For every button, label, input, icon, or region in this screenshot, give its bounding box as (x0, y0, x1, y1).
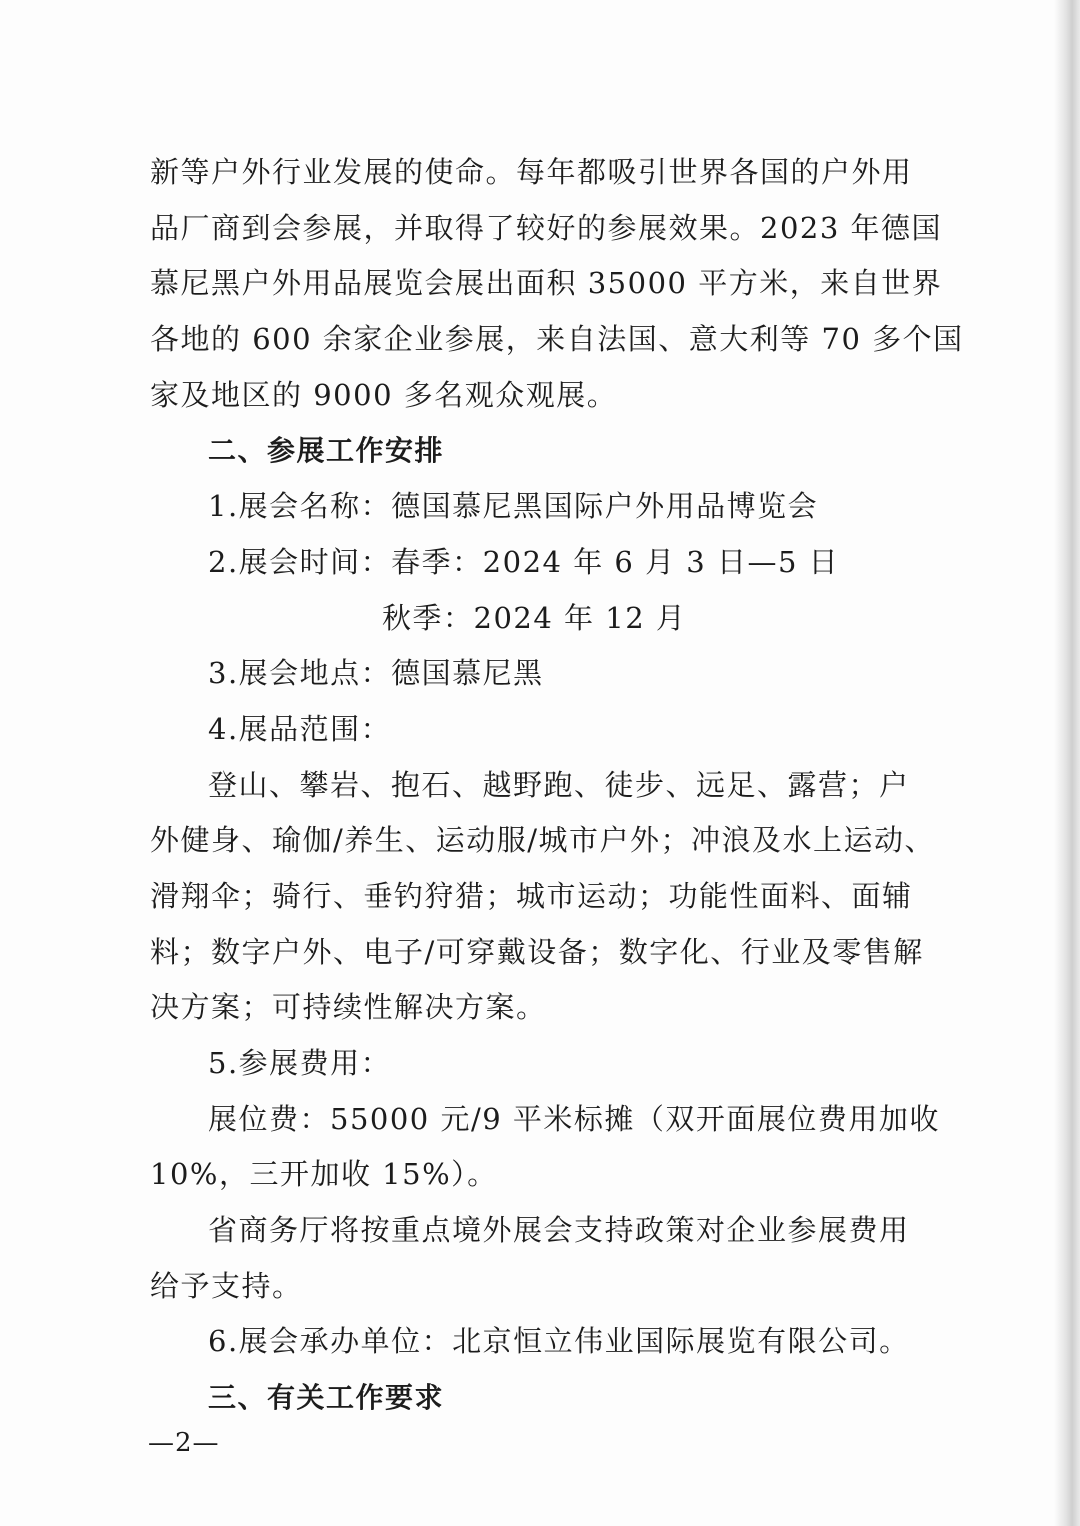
scope-line: 滑翔伞；骑行、垂钓狩猎；城市运动；功能性面料、面辅 (150, 878, 913, 913)
body-line: 家及地区的 9000 多名观众观展。 (150, 377, 618, 412)
support-line: 给予支持。 (150, 1268, 303, 1303)
body-line: 慕尼黑户外用品展览会展出面积 35000 平方米，来自世界 (150, 266, 943, 301)
item-exhibition-time: 2.展会时间：春季：2024 年 6 月 3 日—5 日 (208, 544, 840, 579)
document-body (150, 145, 964, 1426)
scope-line: 料；数字户外、电子/可穿戴设备；数字化、行业及零售解 (150, 934, 924, 969)
scope-line: 外健身、瑜伽/养生、运动服/城市户外；冲浪及水上运动、 (150, 823, 936, 858)
item-exhibition-time-autumn: 秋季：2024 年 12 月 (382, 600, 687, 635)
section-heading-3: 三、有关工作要求 (208, 1381, 445, 1415)
item-fee-heading: 5.参展费用： (208, 1046, 392, 1080)
item-organizer: 6.展会承办单位：北京恒立伟业国际展览有限公司。 (208, 1324, 910, 1359)
page-number: —2— (148, 1428, 220, 1458)
section-heading-2: 二、参展工作安排 (208, 434, 445, 468)
item-exhibit-scope-heading: 4.展品范围： (208, 711, 392, 746)
body-line: 新等户外行业发展的使命。每年都吸引世界各国的户外用 (150, 155, 913, 189)
body-line: 各地的 600 余家企业参展，来自法国、意大利等 70 多个国 (150, 322, 964, 357)
scan-edge-shadow (1054, 0, 1080, 1526)
support-line: 省商务厅将按重点境外展会支持政策对企业参展费用 (208, 1213, 910, 1248)
fee-line: 展位费：55000 元/9 平米标摊（双开面展位费用加收 (208, 1101, 940, 1136)
fee-line: 10%，三开加收 15%）。 (150, 1157, 498, 1192)
body-line: 品厂商到会参展，并取得了较好的参展效果。2023 年德国 (150, 210, 943, 245)
item-exhibition-location: 3.展会地点：德国慕尼黑 (208, 656, 544, 691)
scope-line: 登山、攀岩、抱石、越野跑、徒步、远足、露营；户 (208, 767, 910, 802)
scope-line: 决方案；可持续性解决方案。 (150, 990, 547, 1025)
item-exhibition-name: 1.展会名称：德国慕尼黑国际户外用品博览会 (208, 489, 819, 524)
